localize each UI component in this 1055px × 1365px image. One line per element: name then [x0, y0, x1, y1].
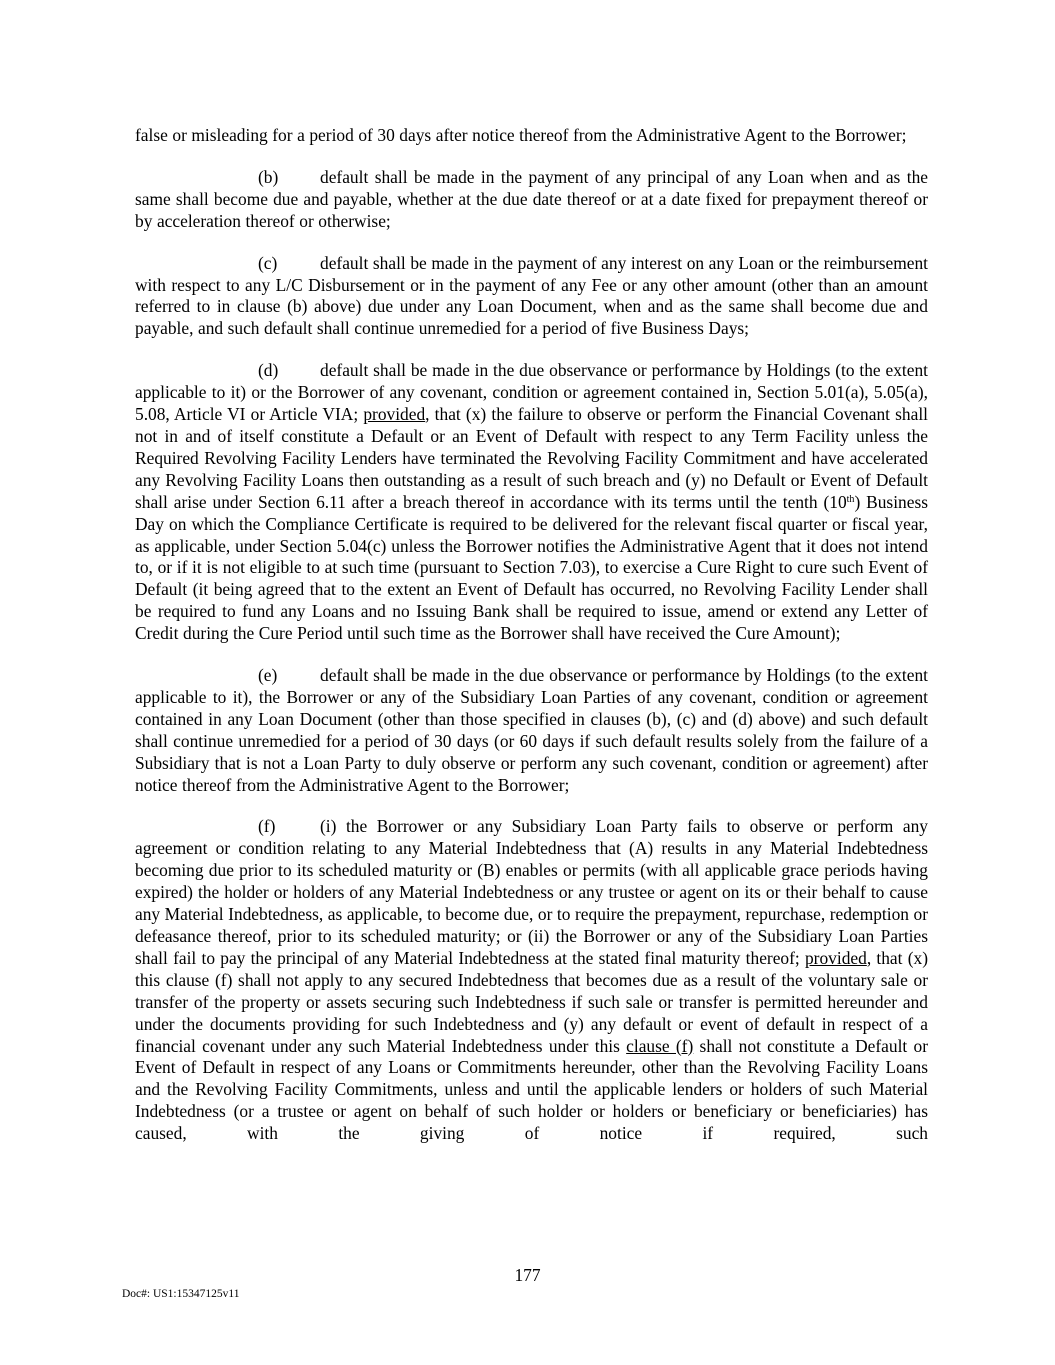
document-id: Doc#: US1:15347125v11	[122, 1288, 240, 1300]
clause-marker: (b)	[258, 166, 279, 187]
clause-marker: (e)	[258, 665, 278, 686]
paragraph-e: (e) default shall be made in the due observance or performance by Holdings (to the extent applicable to it), the Borrower or any of the Subsidiary Loan Parties of any covenant, condition or agreement contained in any Loan Document (other than those specified in clauses (b), (c) and (d) above) and such default shall continue unremedied for a period of 30 days (or 60 days if such default results solely from the failure of a Subsidiary that is not a Loan Party to duly observe or perform any such covenant, condition or agreement) after notice thereof from the Administrative Agent to the Borrower;	[135, 665, 928, 795]
ordinal-superscript: th	[846, 493, 855, 505]
clause-reference: clause (f)	[626, 1035, 694, 1056]
paragraph-c: (c) default shall be made in the payment of any interest on any Loan or the reimbursement with respect to any L/C Disbursement or in the payment of any Fee or any other amount (other than an amount referred to in clause (b) above) due under any Loan Document, when and as the same shall become due and payable, and such default shall continue unremedied for a period of five Business Days;	[135, 252, 928, 339]
paragraph-f: (f) (i) the Borrower or any Subsidiary Loan Party fails to observe or perform any agreement or condition relating to any Material Indebtedness that (A) results in any Material Indebtedness becoming due prior to its scheduled maturity or (B) enables or permits (with all applicable grace periods having expired) the holder or holders of any Material Indebtedness or any trustee or agent on its or their behalf to cause any Material Indebtedness, as applicable, to become due, or to require the prepayment, repurchase, redemption or defeasance thereof, prior to its scheduled maturity; or (ii) the Borrower or any of the Subsidiary Loan Parties shall fail to pay the principal of any Material Indebtedness at the stated final maturity thereof; provided, that (x) this clause (f) shall not apply to any secured Indebtedness that becomes due as a result of the voluntary sale or transfer of the property or assets securing such Indebtedness if such sale or transfer is permitted hereunder and under the documents providing for such Indebtedness and (y) any default or event of default in respect of a financial covenant under any such Material Indebtedness under this clause (f) shall not constitute a Default or Event of Default in respect of any Loans or Commitments hereunder, other than the Revolving Facility Loans and the Revolving Facility Commitments, unless and until the applicable lenders or holders of such Material Indebtedness (or a trustee or agent on behalf of such holder or holders or beneficiary or beneficiaries) has caused, with the giving of notice if required, such	[135, 816, 929, 1144]
clause-marker: (c)	[258, 252, 278, 273]
page-number: 177	[514, 1265, 541, 1285]
provided-term: provided	[804, 947, 867, 968]
document-body	[135, 125, 928, 1165]
paragraph-b: (b) default shall be made in the payment of any principal of any Loan when and as the same shall become due and payable, whether at the due date thereof or at a date fixed for prepayment thereof or by acceleration thereof or otherwise;	[135, 166, 928, 231]
clause-marker: (d)	[258, 360, 279, 381]
provided-term: provided	[363, 404, 426, 425]
paragraph-continuation: false or misleading for a period of 30 days after notice thereof from the Administrative Agent to the Borrower;	[135, 125, 907, 145]
clause-marker: (f)	[258, 816, 276, 837]
paragraph-d: (d) default shall be made in the due observance or performance by Holdings (to the extent applicable to it) or the Borrower of any covenant, condition or agreement contained in, Section 5.01(a), 5.05(a), 5.08, Article VI or Article VIA; provided, that (x) the failure to observe or perform the Financial Covenant shall not in and of itself constitute a Default or an Event of Default with respect to any Term Facility unless the Required Revolving Facility Lenders have terminated the Revolving Facility Commitment and have accelerated any Revolving Facility Loans then outstanding as a result of such breach and (y) no Default or Event of Default shall arise under Section 6.11 after a breach thereof in accordance with its terms until the tenth (10th) Business Day on which the Compliance Certificate is required to be delivered for the relevant fiscal quarter or fiscal year, as applicable, under Section 5.04(c) unless the Borrower notifies the Administrative Agent that it does not intend to, or if it is not eligible to at such time (pursuant to Section 7.03), to exercise a Cure Right to cure such Event of Default (it being agreed that to the extent an Event of Default has occurred, no Revolving Facility Lender shall be required to fund any Loans and no Issuing Bank shall be required to issue, amend or extend any Letter of Credit during the Cure Period until such time as the Borrower shall have received the Cure Amount);	[135, 360, 928, 644]
